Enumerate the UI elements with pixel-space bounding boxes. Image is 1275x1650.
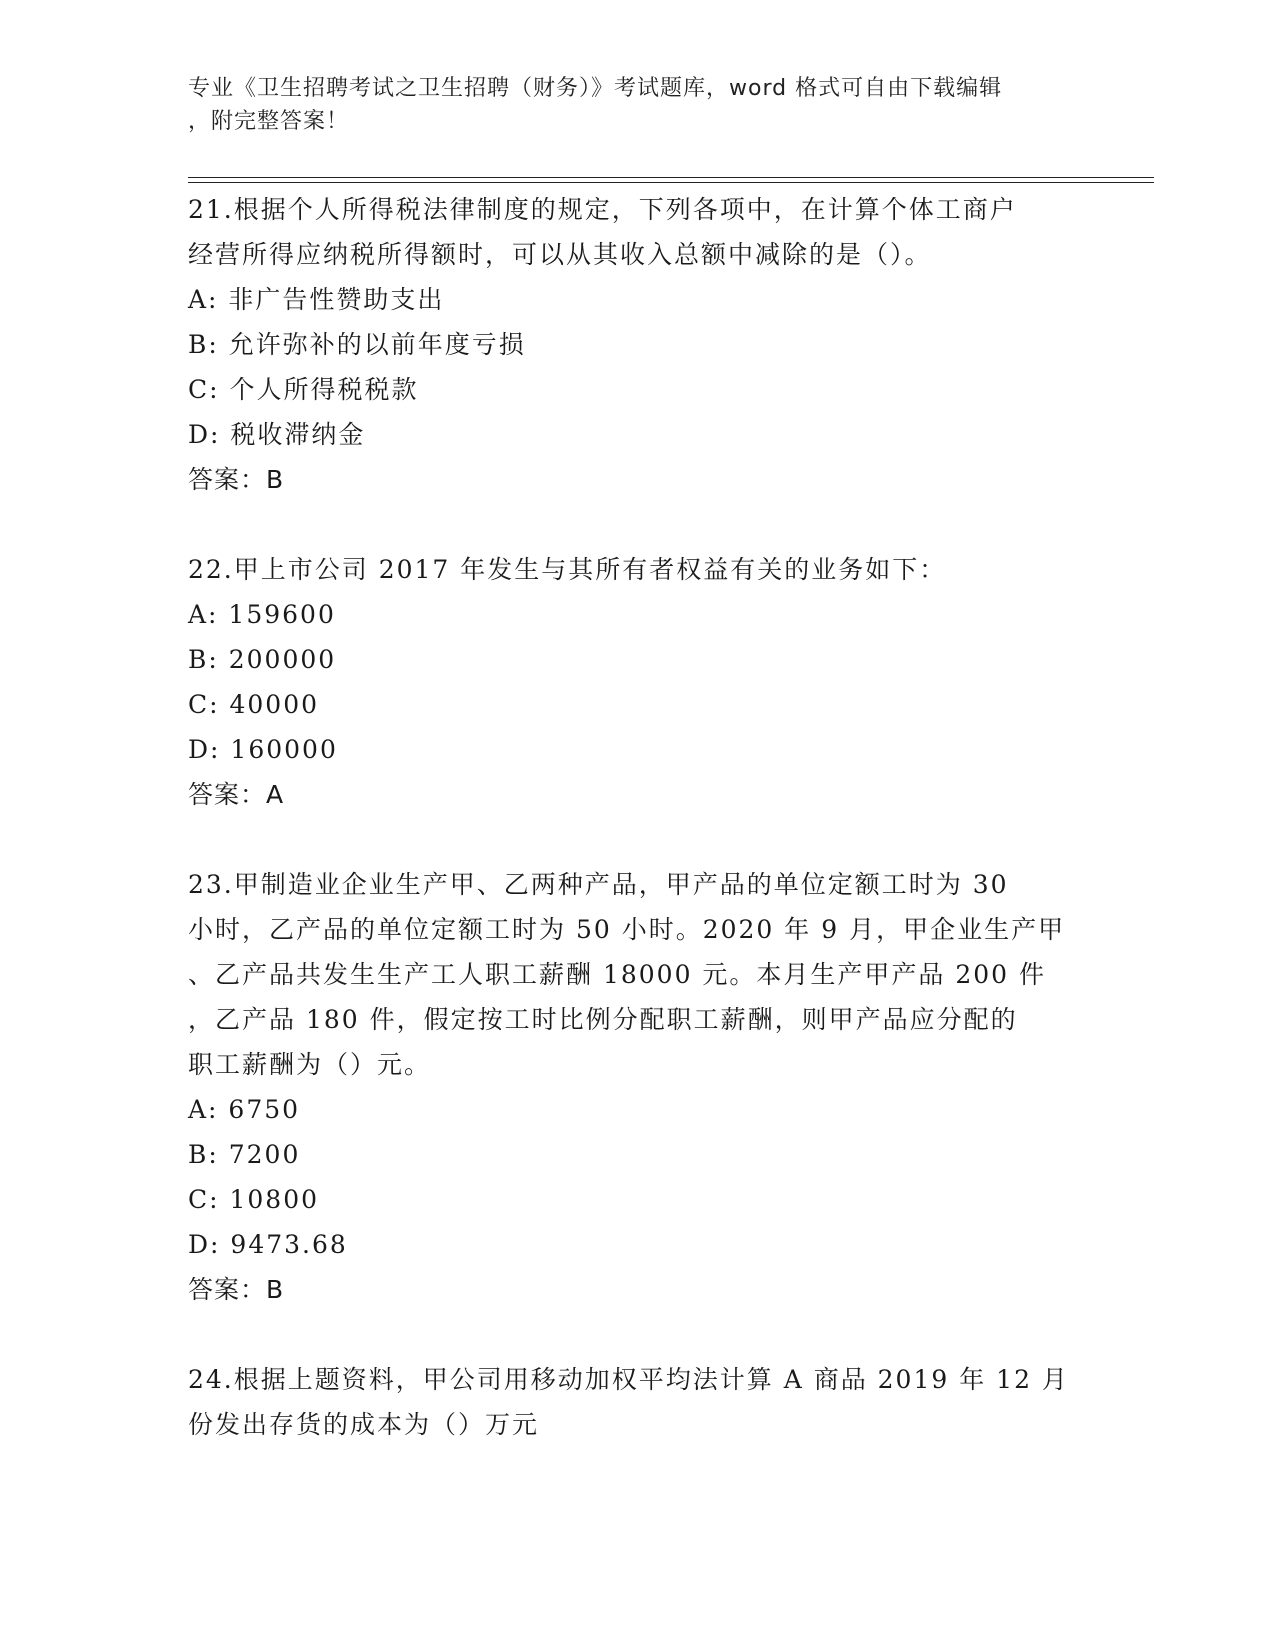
question-spacer [188, 817, 1088, 862]
question-list [188, 187, 1088, 1447]
question-stem-line: 经营所得应纳税所得额时，可以从其收入总额中减除的是（）。 [188, 240, 932, 269]
header-line-1: 专业《卫生招聘考试之卫生招聘（财务）》考试题库，word 格式可自由下载编辑 [188, 76, 1003, 101]
option-d: D: 税收滞纳金 [188, 420, 366, 449]
header-divider-top [188, 177, 1154, 178]
option-c: C: 个人所得税税款 [188, 375, 419, 404]
question-21 [188, 187, 1088, 502]
question-stem-line: 22.甲上市公司 2017 年发生与其所有者权益有关的业务如下： [188, 555, 947, 584]
answer-line: 答案：B [188, 465, 285, 494]
option-a: A: 6750 [188, 1095, 301, 1124]
option-c: C: 40000 [188, 690, 320, 719]
option-c: C: 10800 [188, 1185, 320, 1214]
question-23 [188, 862, 1088, 1312]
header-divider-bottom [188, 182, 1154, 183]
answer-line: 答案：B [188, 1275, 285, 1304]
question-stem-line: ，乙产品 180 件，假定按工时比例分配职工薪酬，则甲产品应分配的 [188, 1005, 1018, 1034]
question-22 [188, 547, 1088, 817]
question-spacer [188, 502, 1088, 547]
option-a: A: 非广告性赞助支出 [188, 285, 445, 314]
question-stem-line: 23.甲制造业企业生产甲、乙两种产品，甲产品的单位定额工时为 30 [188, 870, 1009, 899]
option-a: A: 159600 [188, 600, 336, 629]
option-d: D: 160000 [188, 735, 338, 764]
answer-line: 答案：A [188, 780, 285, 809]
option-b: B: 允许弥补的以前年度亏损 [188, 330, 526, 359]
question-spacer [188, 1312, 1088, 1357]
option-b: B: 7200 [188, 1140, 301, 1169]
question-24 [188, 1357, 1088, 1447]
header-line-2: ，附完整答案！ [188, 109, 350, 134]
option-d: D: 9473.68 [188, 1230, 348, 1259]
question-stem-line: 小时，乙产品的单位定额工时为 50 小时。2020 年 9 月，甲企业生产甲 [188, 915, 1066, 944]
option-b: B: 200000 [188, 645, 337, 674]
question-stem-line: 份发出存货的成本为（）万元 [188, 1410, 540, 1439]
question-stem-line: 21.根据个人所得税法律制度的规定，下列各项中，在计算个体工商户 [188, 195, 1017, 224]
document-header [188, 72, 1068, 138]
question-stem-line: 、乙产品共发生生产工人职工薪酬 18000 元。本月生产甲产品 200 件 [188, 960, 1047, 989]
question-stem-line: 职工薪酬为（）元。 [188, 1050, 432, 1079]
question-stem-line: 24.根据上题资料，甲公司用移动加权平均法计算 A 商品 2019 年 12 月 [188, 1365, 1069, 1394]
